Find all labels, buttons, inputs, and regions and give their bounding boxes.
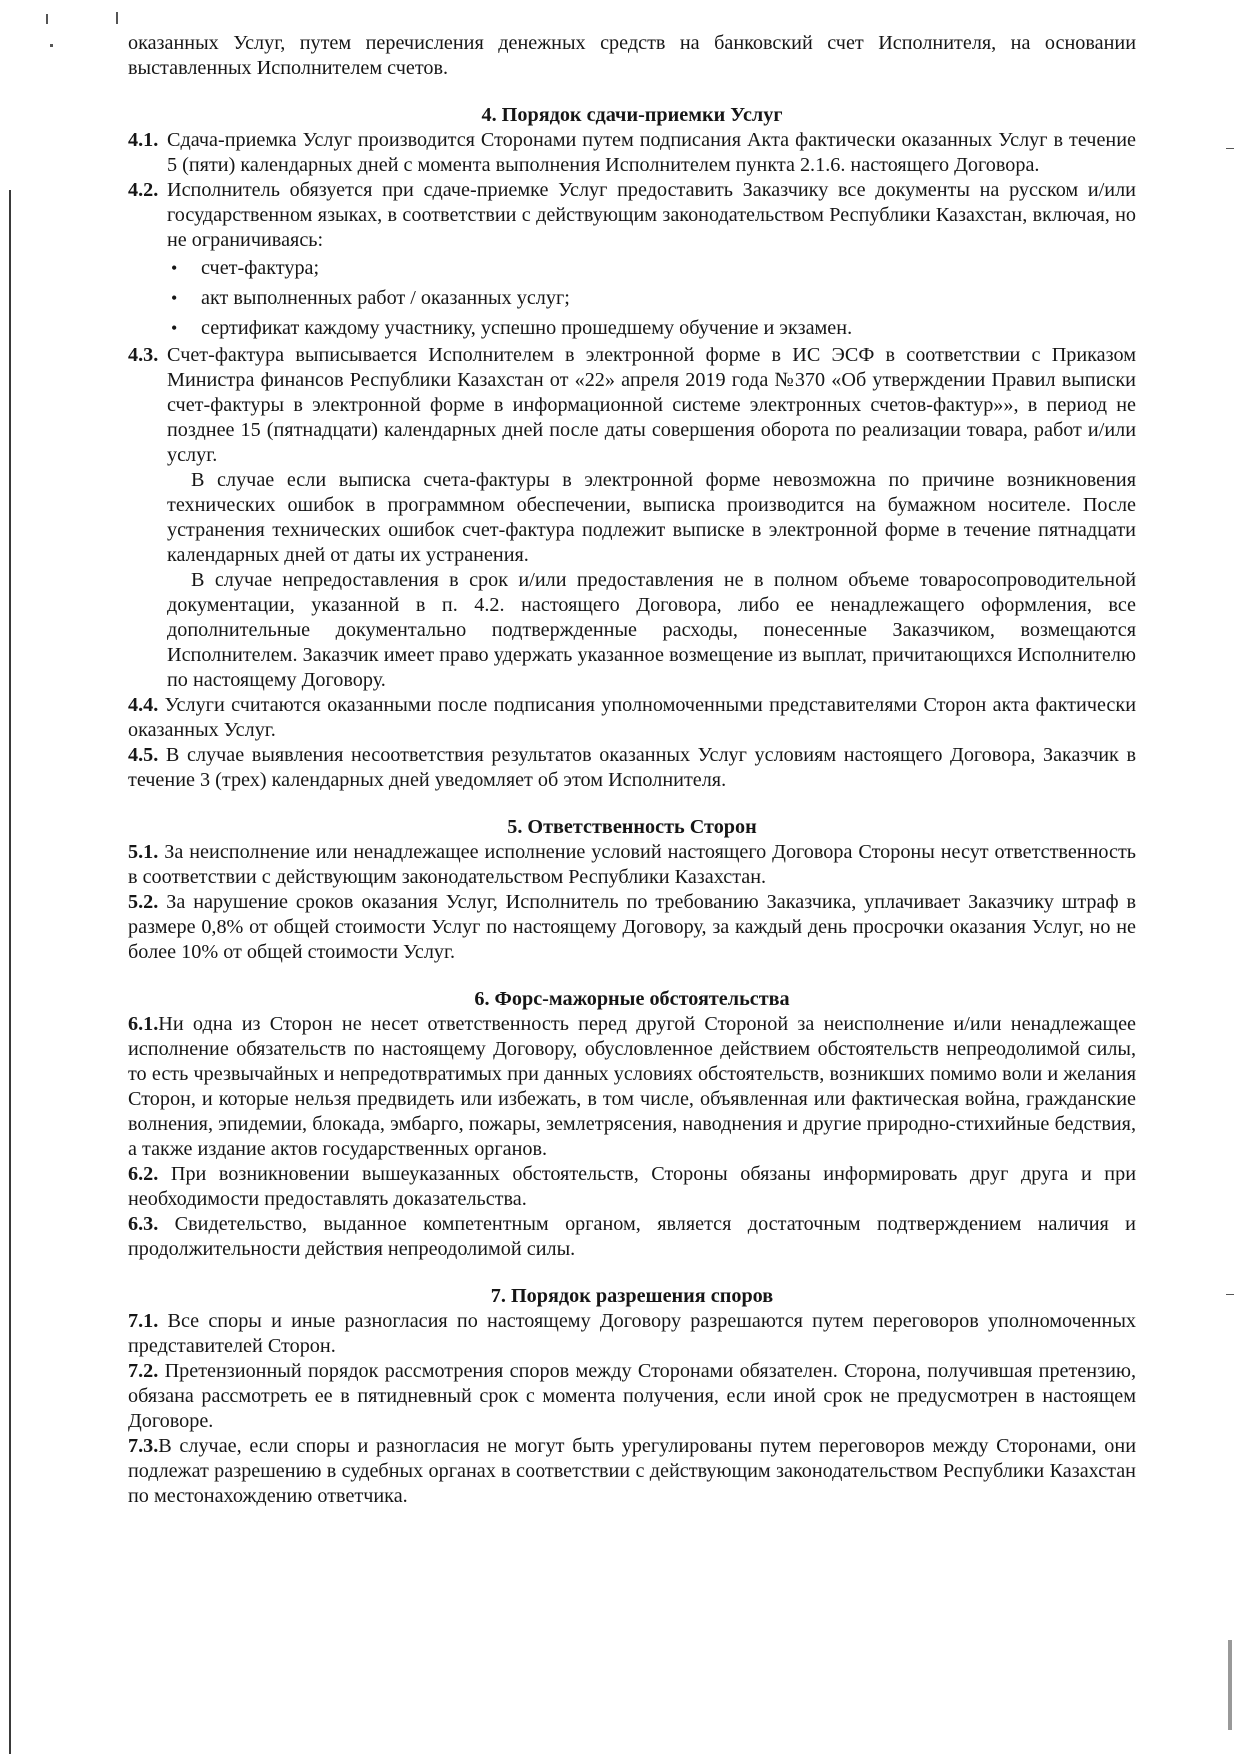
section-6-heading: 6. Форс-мажорные обстоятельства	[474, 988, 790, 1010]
clause-text: За нарушение сроков оказания Услуг, Исполнитель по требованию Заказчика, уплачивает Заказчику штраф в размере 0,8% от общей стоимости Услуг по настоящему Договору, за каждый день просрочки оказания Услуг, но не более 10% от общей стоимости Услуг.	[128, 891, 1136, 963]
clause-4-3-paragraph-2: В случае если выписка счета-фактуры в электронной форме невозможна по причине возникновения технических ошибок в программном обеспечении, выписка производится на бумажном носителе. После устранения технических ошибок счет-фактура подлежит выписке в электронной форме в течение пятнадцати календарных дней от даты их устранения.	[167, 469, 1136, 566]
clause-4-2	[128, 178, 1136, 253]
list-item: • счет-фактура;	[167, 253, 1136, 283]
clause-text: Ни одна из Сторон не несет ответственность перед другой Стороной за неисполнение и/или ненадлежащее исполнение обязательств по настоящему Договору, обусловленное действием обстоятельств непреодолимой силы, то есть чрезвычайных и непредотвратимых при данных условиях обстоятельств, возникших помимо воли и желания Сторон, и которые нельзя предвидеть или избежать, в том числе, объявленная или фактическая война, гражданские волнения, эпидемии, блокада, эмбарго, пожары, землетрясения, наводнения и другие природно-стихийные бедствия, а также издание актов государственных органов.	[128, 1013, 1136, 1160]
clause-number: 4.4.	[128, 694, 159, 716]
clause-7-2	[128, 1359, 1136, 1434]
clause-number: 5.1.	[128, 841, 159, 863]
clause-text: Услуги считаются оказанными после подписания уполномоченными представителями Сторон акта фактически оказанных Услуг.	[128, 694, 1137, 741]
clause-number: 7.1.	[128, 1310, 159, 1332]
clause-text: Все споры и иные разногласия по настоящему Договору разрешаются путем переговоров уполномоченных представителей Сторон.	[128, 1310, 1136, 1357]
clause-number: 4.2.	[128, 179, 159, 201]
clause-4-1	[128, 128, 1136, 178]
clause-4-3	[128, 343, 1136, 468]
clause-text: В случае, если споры и разногласия не могут быть урегулированы путем переговоров между Сторонами, они подлежат разрешению в судебных органах в соответствии с действующим законодательством Республики Казахстан по местонахождению ответчика.	[128, 1435, 1136, 1507]
intro-paragraph: оказанных Услуг, путем перечисления денежных средств на банковский счет Исполнителя, на основании выставленных Исполнителем счетов.	[128, 32, 1136, 79]
document-body	[128, 31, 1136, 1509]
scan-speck	[1228, 1640, 1232, 1730]
scan-speck	[1226, 1294, 1234, 1295]
clause-number: 7.2.	[128, 1360, 159, 1382]
clause-text: Счет-фактура выписывается Исполнителем в электронной форме в ИС ЭСФ в соответствии с Приказом Министра финансов Республики Казахстан от «22» апреля 2019 года №370 «Об утверждении Правил выписки счет-фактуры в электронной форме в информационной системе электронных счетов-фактур»», в период не позднее 15 (пятнадцати) календарных дней после даты совершения оборота по реализации товара, работ и/или услуг.	[167, 344, 1136, 466]
clause-number: 4.5.	[128, 744, 159, 766]
scan-speck	[46, 14, 48, 24]
clause-6-2	[128, 1162, 1136, 1212]
list-item: • акт выполненных работ / оказанных услуг;	[167, 283, 1136, 313]
clause-number: 6.3.	[128, 1213, 159, 1235]
clause-6-1	[128, 1012, 1136, 1162]
section-5-heading: 5. Ответственность Сторон	[507, 816, 757, 838]
section-4-heading: 4. Порядок сдачи-приемки Услуг	[481, 104, 783, 126]
clause-text: За неисполнение или ненадлежащее исполнение условий настоящего Договора Стороны несут ответственность в соответствии с действующим законодательством Республики Казахстан.	[128, 841, 1136, 888]
clause-7-3	[128, 1434, 1136, 1509]
clause-number: 7.3.	[128, 1435, 159, 1457]
clause-number: 6.2.	[128, 1163, 159, 1185]
list-item: • сертификат каждому участнику, успешно прошедшему обучение и экзамен.	[167, 313, 1136, 343]
scan-edge-line	[9, 190, 11, 1754]
clause-5-2	[128, 890, 1136, 965]
clause-text: В случае выявления несоответствия результатов оказанных Услуг условиям настоящего Договора, Заказчик в течение 3 (трех) календарных дней уведомляет об этом Исполнителя.	[128, 744, 1136, 791]
document-list	[128, 253, 1136, 343]
clause-5-1	[128, 840, 1136, 890]
scan-speck	[1226, 148, 1234, 149]
clause-number: 4.1.	[128, 129, 159, 151]
clause-text: Сдача-приемка Услуг производится Сторонами путем подписания Акта фактически оказанных Услуг в течение 5 (пяти) календарных дней с момента выполнения Исполнителем пункта 2.1.6. настоящего Договора.	[167, 129, 1136, 176]
clause-6-3	[128, 1212, 1136, 1262]
clause-text: Исполнитель обязуется при сдаче-приемке Услуг предоставить Заказчику все документы на русском и/или государственном языках, в соответствии с действующим законодательством Республики Казахстан, включая, но не ограничиваясь:	[167, 179, 1136, 251]
scan-speck	[50, 44, 53, 47]
clause-text: Претензионный порядок рассмотрения споров между Сторонами обязателен. Сторона, получившая претензию, обязана рассмотреть ее в пятидневный срок с момента получения, если иной срок не предусмотрен в настоящем Договоре.	[128, 1360, 1136, 1432]
scan-speck	[116, 12, 118, 24]
clause-number: 4.3.	[128, 344, 159, 366]
clause-4-5	[128, 743, 1136, 793]
clause-text: При возникновении вышеуказанных обстоятельств, Стороны обязаны информировать друг друга и при необходимости предоставлять доказательства.	[128, 1163, 1137, 1210]
clause-number: 5.2.	[128, 891, 159, 913]
clause-7-1	[128, 1309, 1136, 1359]
clause-4-3-paragraph-3: В случае непредоставления в срок и/или предоставления не в полном объеме товаросопроводительной документации, указанной в п. 4.2. настоящего Договора, либо ее ненадлежащего оформления, все дополнительные документально подтвержденные расходы, понесенные Заказчиком, возмещаются Исполнителем. Заказчик имеет право удержать указанное возмещение из выплат, причитающихся Исполнителю по настоящему Договору.	[167, 569, 1136, 691]
clause-4-4	[128, 693, 1136, 743]
section-7-heading: 7. Порядок разрешения споров	[490, 1285, 774, 1307]
clause-number: 6.1.	[128, 1013, 159, 1035]
clause-text: Свидетельство, выданное компетентным органом, является достаточным подтверждением наличия и продолжительности действия непреодолимой силы.	[128, 1213, 1136, 1260]
